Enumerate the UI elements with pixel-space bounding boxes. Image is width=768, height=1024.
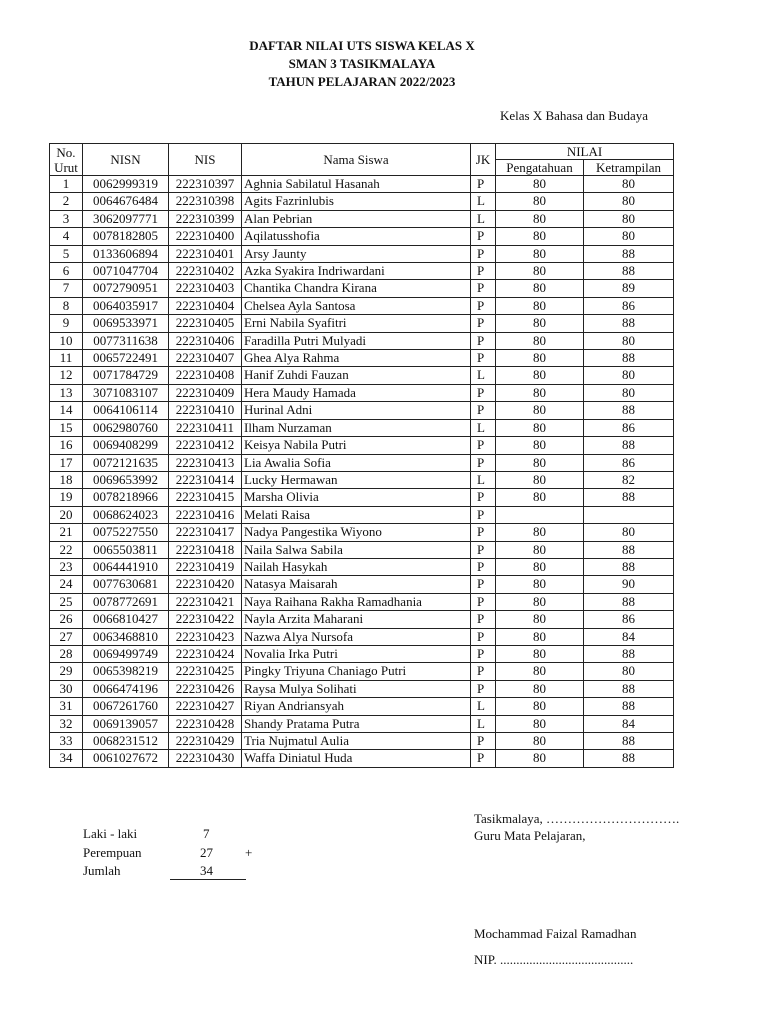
table-row — [50, 402, 674, 419]
cell-jk: P — [471, 733, 496, 750]
cell-no: 19 — [50, 489, 83, 506]
cell-jk: P — [471, 297, 496, 314]
cell-nis: 222310419 — [169, 558, 242, 575]
document-title: DAFTAR NILAI UTS SISWA KELAS X — [249, 38, 475, 53]
cell-jk: P — [471, 611, 496, 628]
cell-name: Raysa Mulya Solihati — [242, 680, 471, 697]
cell-pengetahuan: 80 — [496, 611, 584, 628]
cell-nisn: 0133606894 — [83, 245, 169, 262]
school-name: SMAN 3 TASIKMALAYA — [288, 56, 436, 71]
cell-ketrampilan: 84 — [584, 628, 674, 645]
cell-no: 32 — [50, 715, 83, 732]
cell-nisn: 0064441910 — [83, 558, 169, 575]
cell-pengetahuan: 80 — [496, 645, 584, 662]
cell-no: 29 — [50, 663, 83, 680]
cell-nisn: 0069653992 — [83, 471, 169, 488]
cell-no: 2 — [50, 193, 83, 210]
cell-nis: 222310397 — [169, 176, 242, 193]
cell-pengetahuan: 80 — [496, 419, 584, 436]
cell-name: Riyan Andriansyah — [242, 698, 471, 715]
cell-nisn: 0069408299 — [83, 437, 169, 454]
cell-jk: P — [471, 245, 496, 262]
cell-jk: P — [471, 506, 496, 523]
cell-pengetahuan: 80 — [496, 558, 584, 575]
cell-ketrampilan: 88 — [584, 750, 674, 767]
cell-pengetahuan: 80 — [496, 332, 584, 349]
cell-pengetahuan: 80 — [496, 280, 584, 297]
cell-nisn: 0062999319 — [83, 176, 169, 193]
cell-jk: P — [471, 750, 496, 767]
table-row — [50, 263, 674, 280]
cell-name: Melati Raisa — [242, 506, 471, 523]
cell-no: 1 — [50, 176, 83, 193]
cell-jk: P — [471, 645, 496, 662]
cell-name: Arsy Jaunty — [242, 245, 471, 262]
cell-pengetahuan: 80 — [496, 663, 584, 680]
cell-no: 18 — [50, 471, 83, 488]
cell-name: Chantika Chandra Kirana — [242, 280, 471, 297]
header-nilai: NILAI — [496, 144, 674, 160]
cell-name: Keisya Nabila Putri — [242, 437, 471, 454]
table-row — [50, 193, 674, 210]
cell-pengetahuan: 80 — [496, 384, 584, 401]
cell-nis: 222310427 — [169, 698, 242, 715]
table-row — [50, 350, 674, 367]
cell-nis: 222310429 — [169, 733, 242, 750]
cell-jk: L — [471, 419, 496, 436]
table-row — [50, 645, 674, 662]
cell-jk: L — [471, 698, 496, 715]
cell-no: 12 — [50, 367, 83, 384]
cell-pengetahuan: 80 — [496, 350, 584, 367]
cell-name: Lucky Hermawan — [242, 471, 471, 488]
header-ketrampilan: Ketrampilan — [584, 160, 674, 176]
cell-name: Ilham Nurzaman — [242, 419, 471, 436]
cell-jk: L — [471, 210, 496, 227]
cell-nisn: 0065503811 — [83, 541, 169, 558]
summary-male-value: 7 — [203, 826, 210, 841]
cell-ketrampilan: 84 — [584, 715, 674, 732]
table-row — [50, 489, 674, 506]
cell-nisn: 3071083107 — [83, 384, 169, 401]
table-row — [50, 176, 674, 193]
class-label: Kelas X Bahasa dan Budaya — [500, 108, 649, 123]
cell-nisn: 0072790951 — [83, 280, 169, 297]
cell-no: 27 — [50, 628, 83, 645]
table-row — [50, 680, 674, 697]
cell-nisn: 0069533971 — [83, 315, 169, 332]
cell-name: Nayla Arzita Maharani — [242, 611, 471, 628]
table-row — [50, 733, 674, 750]
cell-no: 6 — [50, 263, 83, 280]
cell-nis: 222310411 — [169, 419, 242, 436]
cell-ketrampilan: 86 — [584, 611, 674, 628]
table-row — [50, 715, 674, 732]
cell-ketrampilan: 88 — [584, 263, 674, 280]
table-row — [50, 576, 674, 593]
cell-ketrampilan: 88 — [584, 245, 674, 262]
cell-nis: 222310401 — [169, 245, 242, 262]
cell-pengetahuan: 80 — [496, 454, 584, 471]
table-row — [50, 228, 674, 245]
cell-ketrampilan: 88 — [584, 489, 674, 506]
cell-pengetahuan: 80 — [496, 210, 584, 227]
cell-nis: 222310400 — [169, 228, 242, 245]
cell-nis: 222310421 — [169, 593, 242, 610]
cell-name: Natasya Maisarah — [242, 576, 471, 593]
cell-nisn: 0071047704 — [83, 263, 169, 280]
cell-name: Azka Syakira Indriwardani — [242, 263, 471, 280]
cell-jk: P — [471, 280, 496, 297]
cell-ketrampilan: 80 — [584, 210, 674, 227]
cell-nis: 222310405 — [169, 315, 242, 332]
cell-no: 20 — [50, 506, 83, 523]
cell-nisn: 0078772691 — [83, 593, 169, 610]
cell-name: Erni Nabila Syafitri — [242, 315, 471, 332]
cell-jk: P — [471, 680, 496, 697]
cell-jk: P — [471, 524, 496, 541]
cell-pengetahuan: 80 — [496, 593, 584, 610]
signature-role: Guru Mata Pelajaran, — [474, 828, 586, 843]
cell-name: Aghnia Sabilatul Hasanah — [242, 176, 471, 193]
cell-jk: P — [471, 454, 496, 471]
cell-no: 34 — [50, 750, 83, 767]
cell-ketrampilan: 88 — [584, 437, 674, 454]
cell-pengetahuan: 80 — [496, 489, 584, 506]
cell-ketrampilan: 90 — [584, 576, 674, 593]
cell-ketrampilan — [584, 506, 674, 523]
cell-name: Naya Raihana Rakha Ramadhania — [242, 593, 471, 610]
cell-nisn: 0068231512 — [83, 733, 169, 750]
cell-nis: 222310423 — [169, 628, 242, 645]
summary-total-value: 34 — [200, 863, 213, 878]
summary-total-line — [170, 879, 246, 880]
cell-ketrampilan: 88 — [584, 350, 674, 367]
table-row — [50, 506, 674, 523]
table-row — [50, 558, 674, 575]
cell-nisn: 0064106114 — [83, 402, 169, 419]
cell-no: 26 — [50, 611, 83, 628]
cell-name: Lia Awalia Sofia — [242, 454, 471, 471]
cell-nisn: 0067261760 — [83, 698, 169, 715]
cell-nis: 222310398 — [169, 193, 242, 210]
cell-ketrampilan: 88 — [584, 593, 674, 610]
cell-pengetahuan: 80 — [496, 228, 584, 245]
cell-pengetahuan: 80 — [496, 437, 584, 454]
table-row — [50, 384, 674, 401]
cell-no: 22 — [50, 541, 83, 558]
cell-no: 5 — [50, 245, 83, 262]
cell-pengetahuan: 80 — [496, 367, 584, 384]
cell-nisn: 0066474196 — [83, 680, 169, 697]
cell-ketrampilan: 80 — [584, 176, 674, 193]
cell-jk: P — [471, 228, 496, 245]
table-body — [50, 176, 674, 768]
cell-nisn: 0078182805 — [83, 228, 169, 245]
cell-pengetahuan: 80 — [496, 471, 584, 488]
table-row — [50, 541, 674, 558]
cell-jk: P — [471, 263, 496, 280]
table-row — [50, 280, 674, 297]
cell-nis: 222310426 — [169, 680, 242, 697]
cell-ketrampilan: 88 — [584, 645, 674, 662]
cell-nis: 222310430 — [169, 750, 242, 767]
cell-pengetahuan: 80 — [496, 524, 584, 541]
cell-pengetahuan: 80 — [496, 576, 584, 593]
cell-jk: L — [471, 367, 496, 384]
cell-pengetahuan: 80 — [496, 750, 584, 767]
cell-nisn: 0071784729 — [83, 367, 169, 384]
cell-nisn: 0065398219 — [83, 663, 169, 680]
cell-pengetahuan: 80 — [496, 402, 584, 419]
cell-name: Nadya Pangestika Wiyono — [242, 524, 471, 541]
cell-no: 14 — [50, 402, 83, 419]
cell-name: Nailah Hasykah — [242, 558, 471, 575]
cell-pengetahuan — [496, 506, 584, 523]
cell-name: Chelsea Ayla Santosa — [242, 297, 471, 314]
cell-name: Nazwa Alya Nursofa — [242, 628, 471, 645]
signature-place-date: Tasikmalaya, …………………………. — [474, 811, 680, 826]
cell-nis: 222310409 — [169, 384, 242, 401]
cell-ketrampilan: 80 — [584, 384, 674, 401]
cell-ketrampilan: 80 — [584, 193, 674, 210]
table-row — [50, 750, 674, 767]
cell-pengetahuan: 80 — [496, 193, 584, 210]
cell-no: 8 — [50, 297, 83, 314]
cell-no: 21 — [50, 524, 83, 541]
cell-ketrampilan: 88 — [584, 315, 674, 332]
cell-no: 15 — [50, 419, 83, 436]
cell-pengetahuan: 80 — [496, 698, 584, 715]
grades-table — [49, 143, 674, 768]
cell-nis: 222310424 — [169, 645, 242, 662]
header-pengetahuan: Pengatahuan — [496, 160, 584, 176]
cell-nisn: 0064035917 — [83, 297, 169, 314]
summary-plus-sign: + — [245, 845, 253, 860]
cell-nisn: 0077311638 — [83, 332, 169, 349]
cell-no: 28 — [50, 645, 83, 662]
table-row — [50, 297, 674, 314]
cell-nisn: 3062097771 — [83, 210, 169, 227]
cell-pengetahuan: 80 — [496, 628, 584, 645]
cell-ketrampilan: 80 — [584, 524, 674, 541]
cell-nisn: 0064676484 — [83, 193, 169, 210]
table-row — [50, 593, 674, 610]
table-row — [50, 524, 674, 541]
cell-jk: P — [471, 558, 496, 575]
cell-nisn: 0061027672 — [83, 750, 169, 767]
cell-nisn: 0078218966 — [83, 489, 169, 506]
cell-ketrampilan: 88 — [584, 698, 674, 715]
cell-nis: 222310422 — [169, 611, 242, 628]
cell-no: 4 — [50, 228, 83, 245]
cell-no: 33 — [50, 733, 83, 750]
cell-pengetahuan: 80 — [496, 263, 584, 280]
cell-ketrampilan: 88 — [584, 558, 674, 575]
cell-jk: P — [471, 593, 496, 610]
cell-pengetahuan: 80 — [496, 176, 584, 193]
cell-nisn: 0077630681 — [83, 576, 169, 593]
cell-no: 24 — [50, 576, 83, 593]
cell-name: Faradilla Putri Mulyadi — [242, 332, 471, 349]
signature-name: Mochammad Faizal Ramadhan — [474, 926, 637, 941]
cell-nisn: 0063468810 — [83, 628, 169, 645]
cell-name: Pingky Triyuna Chaniago Putri — [242, 663, 471, 680]
cell-nis: 222310408 — [169, 367, 242, 384]
cell-pengetahuan: 80 — [496, 680, 584, 697]
cell-no: 7 — [50, 280, 83, 297]
table-row — [50, 315, 674, 332]
table-row — [50, 437, 674, 454]
cell-jk: P — [471, 437, 496, 454]
cell-nis: 222310403 — [169, 280, 242, 297]
cell-ketrampilan: 89 — [584, 280, 674, 297]
header-jk: JK — [471, 144, 496, 176]
cell-name: Aqilatusshofia — [242, 228, 471, 245]
cell-nis: 222310404 — [169, 297, 242, 314]
cell-nis: 222310418 — [169, 541, 242, 558]
cell-pengetahuan: 80 — [496, 733, 584, 750]
cell-nis: 222310425 — [169, 663, 242, 680]
cell-no: 30 — [50, 680, 83, 697]
cell-nis: 222310407 — [169, 350, 242, 367]
cell-name: Ghea Alya Rahma — [242, 350, 471, 367]
table-row — [50, 210, 674, 227]
table-row — [50, 471, 674, 488]
cell-name: Agits Fazrinlubis — [242, 193, 471, 210]
cell-ketrampilan: 80 — [584, 367, 674, 384]
cell-pengetahuan: 80 — [496, 715, 584, 732]
cell-nis: 222310413 — [169, 454, 242, 471]
table-row — [50, 628, 674, 645]
cell-ketrampilan: 88 — [584, 541, 674, 558]
cell-name: Shandy Pratama Putra — [242, 715, 471, 732]
cell-nis: 222310420 — [169, 576, 242, 593]
cell-nisn: 0062980760 — [83, 419, 169, 436]
signature-nip: NIP. ......................................... — [474, 952, 634, 967]
cell-nisn: 0069499749 — [83, 645, 169, 662]
table-row — [50, 367, 674, 384]
cell-name: Hurinal Adni — [242, 402, 471, 419]
cell-nisn: 0069139057 — [83, 715, 169, 732]
cell-nis: 222310399 — [169, 210, 242, 227]
cell-name: Naila Salwa Sabila — [242, 541, 471, 558]
cell-no: 25 — [50, 593, 83, 610]
cell-pengetahuan: 80 — [496, 315, 584, 332]
table-row — [50, 698, 674, 715]
cell-jk: P — [471, 315, 496, 332]
cell-nis: 222310406 — [169, 332, 242, 349]
cell-nis: 222310417 — [169, 524, 242, 541]
cell-name: Hera Maudy Hamada — [242, 384, 471, 401]
cell-jk: P — [471, 350, 496, 367]
cell-jk: P — [471, 332, 496, 349]
table-row — [50, 454, 674, 471]
cell-no: 11 — [50, 350, 83, 367]
header-nis: NIS — [169, 144, 242, 176]
cell-pengetahuan: 80 — [496, 541, 584, 558]
cell-name: Marsha Olivia — [242, 489, 471, 506]
academic-year: TAHUN PELAJARAN 2022/2023 — [268, 74, 456, 89]
table-row — [50, 419, 674, 436]
cell-name: Waffa Diniatul Huda — [242, 750, 471, 767]
table-row — [50, 611, 674, 628]
cell-ketrampilan: 88 — [584, 402, 674, 419]
cell-name: Hanif Zuhdi Fauzan — [242, 367, 471, 384]
cell-no: 31 — [50, 698, 83, 715]
cell-jk: P — [471, 489, 496, 506]
cell-jk: P — [471, 663, 496, 680]
summary-female-label: Perempuan — [83, 845, 142, 860]
cell-jk: L — [471, 471, 496, 488]
cell-jk: P — [471, 628, 496, 645]
cell-pengetahuan: 80 — [496, 245, 584, 262]
cell-name: Alan Pebrian — [242, 210, 471, 227]
cell-ketrampilan: 88 — [584, 680, 674, 697]
cell-jk: P — [471, 576, 496, 593]
cell-nisn: 0072121635 — [83, 454, 169, 471]
header-nama: Nama Siswa — [242, 144, 471, 176]
cell-no: 23 — [50, 558, 83, 575]
cell-ketrampilan: 80 — [584, 228, 674, 245]
cell-pengetahuan: 80 — [496, 297, 584, 314]
cell-ketrampilan: 80 — [584, 663, 674, 680]
cell-no: 3 — [50, 210, 83, 227]
table-row — [50, 332, 674, 349]
cell-nisn: 0065722491 — [83, 350, 169, 367]
cell-no: 10 — [50, 332, 83, 349]
cell-nis: 222310416 — [169, 506, 242, 523]
header-nisn: NISN — [83, 144, 169, 176]
cell-ketrampilan: 86 — [584, 419, 674, 436]
cell-nisn: 0068624023 — [83, 506, 169, 523]
cell-nis: 222310414 — [169, 471, 242, 488]
cell-ketrampilan: 88 — [584, 733, 674, 750]
cell-no: 13 — [50, 384, 83, 401]
summary-total-label: Jumlah — [83, 863, 121, 878]
cell-nis: 222310410 — [169, 402, 242, 419]
cell-name: Tria Nujmatul Aulia — [242, 733, 471, 750]
cell-nisn: 0066810427 — [83, 611, 169, 628]
cell-jk: P — [471, 176, 496, 193]
cell-jk: P — [471, 541, 496, 558]
cell-jk: L — [471, 193, 496, 210]
summary-male-label: Laki - laki — [83, 826, 138, 841]
cell-nisn: 0075227550 — [83, 524, 169, 541]
cell-nis: 222310415 — [169, 489, 242, 506]
cell-no: 17 — [50, 454, 83, 471]
cell-ketrampilan: 82 — [584, 471, 674, 488]
cell-nis: 222310428 — [169, 715, 242, 732]
cell-nis: 222310412 — [169, 437, 242, 454]
cell-ketrampilan: 86 — [584, 454, 674, 471]
cell-jk: P — [471, 384, 496, 401]
summary-female-value: 27 — [200, 845, 213, 860]
cell-name: Novalia Irka Putri — [242, 645, 471, 662]
cell-nis: 222310402 — [169, 263, 242, 280]
cell-jk: P — [471, 402, 496, 419]
cell-jk: L — [471, 715, 496, 732]
header-no: No. Urut — [50, 144, 83, 176]
cell-ketrampilan: 80 — [584, 332, 674, 349]
cell-no: 9 — [50, 315, 83, 332]
cell-ketrampilan: 86 — [584, 297, 674, 314]
cell-no: 16 — [50, 437, 83, 454]
table-row — [50, 663, 674, 680]
table-row — [50, 245, 674, 262]
